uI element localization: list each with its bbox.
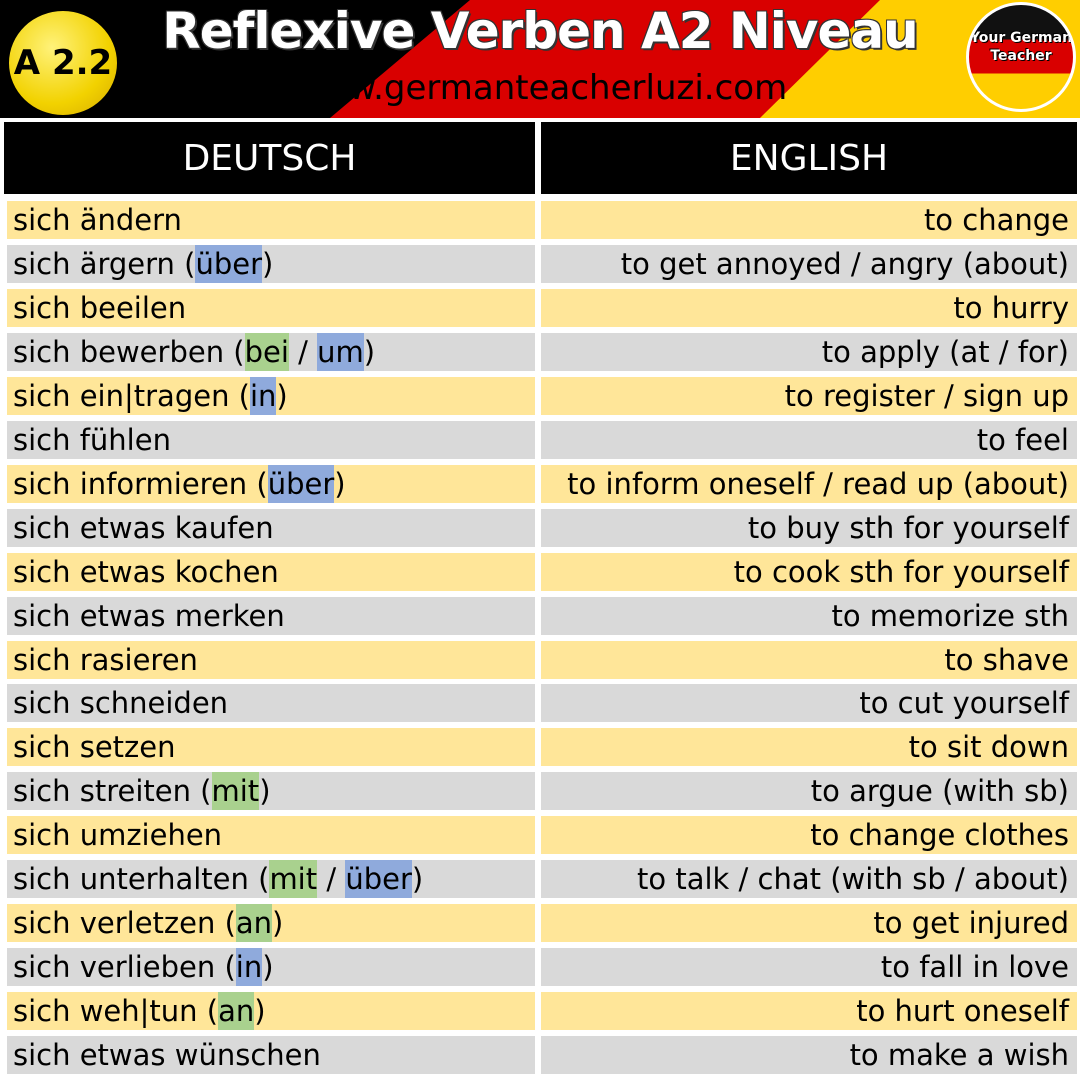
german-term [7, 421, 535, 459]
page-title: Reflexive Verben A2 Niveau [162, 2, 918, 60]
german-text: sich informieren ( [13, 466, 268, 501]
english-translation: to memorize sth [541, 597, 1077, 635]
german-term [7, 728, 535, 766]
english-translation: to change [541, 201, 1077, 239]
preposition-highlight-blue: über [267, 466, 335, 501]
german-text: sich unterhalten ( [13, 862, 270, 897]
german-term [7, 509, 535, 547]
english-translation: to cut yourself [541, 684, 1077, 722]
german-text: sich verlieben ( [13, 950, 236, 985]
german-text: sich fühlen [13, 422, 171, 457]
german-text: sich etwas wünschen [13, 1038, 321, 1073]
german-text: sich streiten ( [13, 774, 212, 809]
german-term [7, 245, 535, 283]
preposition-highlight-green: bei [244, 334, 289, 369]
preposition-highlight-green: mit [211, 774, 260, 809]
german-text: sich umziehen [13, 818, 223, 853]
german-text: sich weh|tun ( [13, 994, 219, 1029]
german-text: sich setzen [13, 730, 176, 765]
preposition-highlight-blue: über [195, 246, 263, 281]
german-text: ) [262, 246, 274, 281]
english-translation: to talk / chat (with sb / about) [541, 860, 1077, 898]
english-translation: to register / sign up [541, 377, 1077, 415]
german-term [7, 377, 535, 415]
table-row [0, 597, 1080, 635]
table-row [0, 377, 1080, 415]
german-text: sich etwas kaufen [13, 510, 274, 545]
german-text: sich rasieren [13, 642, 198, 677]
english-translation: to fall in love [541, 948, 1077, 986]
english-translation: to get injured [541, 904, 1077, 942]
german-text: / [288, 334, 318, 369]
preposition-highlight-blue: in [249, 378, 277, 413]
german-term [7, 904, 535, 942]
english-translation: to hurry [541, 289, 1077, 327]
table-row [0, 465, 1080, 503]
german-term [7, 641, 535, 679]
german-text: sich etwas kochen [13, 554, 279, 589]
logo-text: Your German Teacher [969, 30, 1073, 64]
table-row [0, 728, 1080, 766]
preposition-highlight-blue: über [345, 862, 412, 897]
table-row [0, 860, 1080, 898]
german-text: ) [334, 466, 346, 501]
english-translation: to argue (with sb) [541, 772, 1077, 810]
german-text: sich ändern [13, 203, 182, 237]
table-row [0, 772, 1080, 810]
column-header-deutsch: DEUTSCH [4, 122, 535, 194]
table-row [0, 553, 1080, 591]
german-term [7, 553, 535, 591]
german-term [7, 992, 535, 1030]
title-banner [0, 0, 1080, 118]
table-row [0, 904, 1080, 942]
german-text: ) [363, 334, 376, 369]
german-text: ) [254, 994, 266, 1029]
table-row [0, 948, 1080, 986]
preposition-highlight-green: mit [269, 862, 318, 897]
german-term [7, 597, 535, 635]
table-row [0, 992, 1080, 1030]
table-row [0, 641, 1080, 679]
german-text: ) [262, 950, 274, 985]
german-term [7, 948, 535, 986]
german-term [7, 1036, 535, 1074]
german-term [7, 816, 535, 854]
german-text: sich ein|tragen ( [13, 378, 250, 413]
table-row [0, 509, 1080, 547]
english-translation: to make a wish [541, 1036, 1077, 1074]
german-term [7, 465, 535, 503]
table-row [0, 816, 1080, 854]
english-translation: to hurt oneself [541, 992, 1077, 1030]
table-row [0, 245, 1080, 283]
table-row [0, 684, 1080, 722]
preposition-highlight-blue: um [317, 334, 364, 369]
english-translation: to change clothes [541, 816, 1077, 854]
logo [966, 2, 1076, 112]
preposition-highlight-blue: in [235, 950, 263, 985]
german-term [7, 201, 535, 239]
english-translation: to apply (at / for) [541, 333, 1077, 371]
german-text: sich ärgern ( [13, 246, 196, 281]
english-translation: to inform oneself / read up (about) [541, 465, 1077, 503]
english-translation: to shave [541, 641, 1077, 679]
english-translation: to buy sth for yourself [541, 509, 1077, 547]
english-translation: to feel [541, 421, 1077, 459]
german-term [7, 289, 535, 327]
vocab-table [0, 118, 1080, 1080]
german-text: ) [259, 774, 271, 809]
german-text: sich schneiden [13, 686, 229, 721]
german-term [7, 333, 535, 371]
english-translation: to get annoyed / angry (about) [541, 245, 1077, 283]
table-row [0, 333, 1080, 371]
german-text: ) [411, 862, 424, 897]
website-url[interactable]: www.germanteacherluzi.com [292, 68, 788, 108]
column-header-english: ENGLISH [541, 122, 1077, 194]
german-text: sich etwas merken [13, 598, 285, 633]
german-term [7, 684, 535, 722]
german-text: ) [276, 378, 288, 413]
preposition-highlight-green: an [218, 994, 255, 1029]
german-term [7, 772, 535, 810]
table-row [0, 1036, 1080, 1074]
english-translation: to cook sth for yourself [541, 553, 1077, 591]
german-text: ) [272, 906, 284, 941]
german-text: / [317, 862, 346, 897]
table-row [0, 289, 1080, 327]
german-text: sich bewerben ( [13, 334, 245, 369]
german-term [7, 860, 535, 898]
table-row [0, 201, 1080, 239]
table-row [0, 421, 1080, 459]
german-text: sich verletzen ( [13, 906, 236, 941]
preposition-highlight-green: an [235, 906, 273, 941]
german-text: sich beeilen [13, 290, 187, 325]
english-translation: to sit down [541, 728, 1077, 766]
level-badge: A 2.2 [7, 9, 119, 117]
